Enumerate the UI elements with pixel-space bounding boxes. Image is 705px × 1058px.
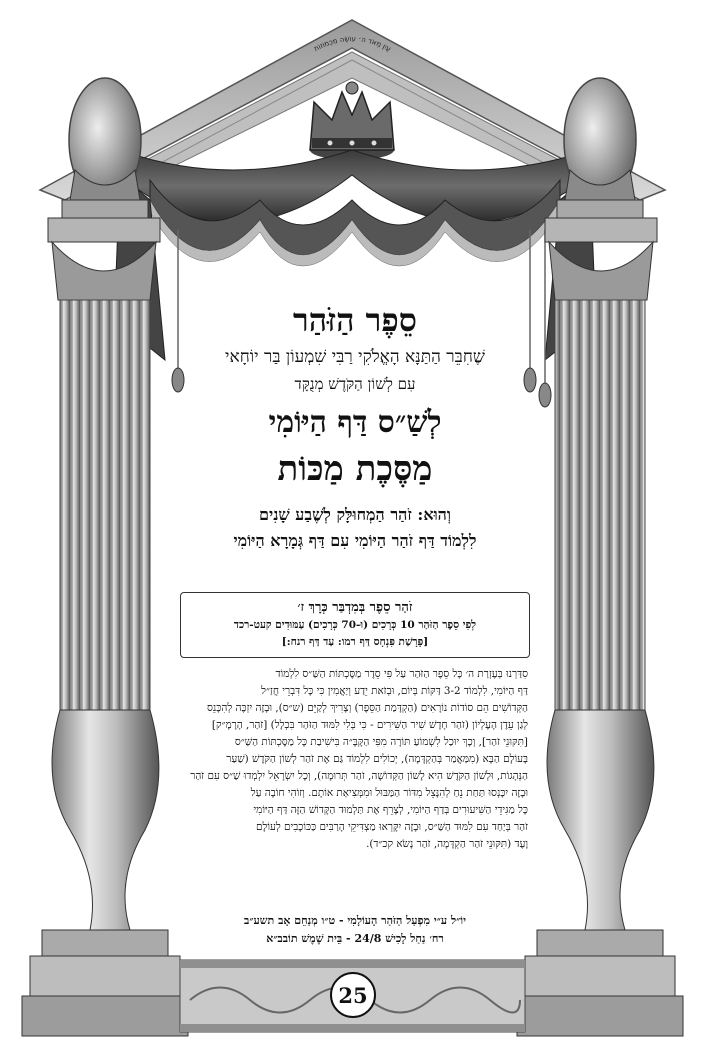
body-line: זֹהַר בְּיַחַד עִם לִמּוּד הַשַּׁ״ס, וּבָזֶה יִקָּרְאוּ מַצְדִּיקֵי הָרַבִּים כַּכּוֹכָבִים לְעוֹלָם <box>255 821 528 833</box>
body-line: לְגַן עֵדֶן הָעֶלְיוֹן (זֹהַר חָדָשׁ שִׁיר הַשִּׁירִים - כִּי בְּלִי לִמּוּד הַזֹּהַר בִּכְלָל) [זֹהַר, הָרָמָ״ק] <box>211 719 528 731</box>
body-line: כָּל מַגִּידֵי הַשִּׁיעוּרִים בְּדַף הַיּוֹמִי, לְצָרֵף אֶת תַּלְמוּד הַקָּדוֹשׁ הַזֶּה דַּף הַיּוֹמִי <box>253 804 528 816</box>
author-line: שֶׁחִבֵּר הַתַּנָּא הָאֱלֹקִי רַבִּי שִׁמְעוֹן בַּר יוֹחָאי <box>225 347 485 367</box>
pages-line: לְפִי סֵפֶר הַזֹּהַר 10 כְּרָכִים (וּ-70 כְּרָכִים) עַמּוּדִים קעט-רכד <box>233 619 477 631</box>
body-line: דַּף הַיּוֹמִי, לִלְמוֹד 3-2 דַּקּוֹת בְּיוֹם, וּבְזֹאת יֵדַע וְיַאֲמִין כִּי כָּל דִּבְרֵי חֲזַ״ל <box>261 685 528 697</box>
page-number: 25 <box>330 972 376 1018</box>
volume-info-box <box>180 592 530 658</box>
arc-text: עַיִן מְאֹד ה׳ עוֹשֶׂה מִכְמוֹזוֹת <box>312 34 393 54</box>
language-line: עִם לְשׁוֹן הַקֹּדֶשׁ מְנֻקָּד <box>294 375 416 393</box>
body-line: בָּעוֹלָם הַבָּא (מִמַּאֲמַר בְּהַקְדָּמָה), יְכוֹלִים לִלְמוֹד גַּם אֶת זֹהַר לְשׁוֹן הַקֹּדֶשׁ (שַׁעַר <box>226 753 528 765</box>
right-finial <box>557 78 643 218</box>
crown-icon <box>310 82 394 160</box>
volume-line: זֹהַר סֵפֶר בְּמִדְבַּר כְּרָךְ ז׳ <box>297 600 413 615</box>
description-line-1: וְהוּא: זֹהַר הַמְחוּלָּק לְשֶׁבַע שָׁנִים <box>259 505 451 524</box>
book-title: סֵפֶר הַזֹּהַר <box>293 301 417 339</box>
body-line: הַנְּהָגוֹת, וּלְשׁוֹן הַקֹּדֶשׁ הִיא לָשׁוֹן הַקְּדוֹשָׁה, זֹהַר תְּרוּמָה), וְכָל יִשְׂרָאֵל יִלְמְדוּ שַׁ״ס עִם זֹהַר <box>190 770 528 782</box>
left-finial <box>62 78 148 218</box>
body-line: [תִּקּוּנֵי זֹהַר], וְכָךְ יוּכַל לִשְׁמוֹעַ תּוֹרָה מִפִּי הַקָּבָּ״ה בִּישִׁיבַת כָּל מַסֶּכְתּוֹת הַשַּׁ״ס <box>234 736 528 748</box>
shas-title: לְשַׁ״ס דַּף הַיּוֹמִי <box>268 405 442 440</box>
publisher-address: רח׳ נַחַל לָכִישׁ 24/8 - בֵּית שֶׁמֶשׁ תוֹבב״א <box>266 932 444 945</box>
intro-paragraph <box>180 666 528 853</box>
body-line: וּבָזֶה יִכָּנְסוּ תַּחַת נֵחַ לְהִנָּצֵל מִדּוֹר הַמַּבּוּל וּמִמְּצִיאַת אוֹתָם. וְזוֹהִי חוֹבָה עַל <box>250 787 528 799</box>
description-line-2: לִלְמוֹד דַּף זֹהַר הַיּוֹמִי עִם דַּף גְּמָרָא הַיּוֹמִי <box>233 531 477 550</box>
parsha-range-line: [פָּרָשַׁת פִּנְחָס דַּף רמו: עַד דַּף רנח:] <box>281 636 429 648</box>
body-line: וָעֶד (תִּקּוּנֵי זֹהַר הַקְדָּמָה, זֹהַר נָשֹׂא קכ״ד). <box>366 838 528 850</box>
tractate-title: מַסֶּכֶת מַכּוֹת <box>277 449 433 489</box>
publisher-credit: יוֹ״ל ע״י מִפְעַל הַזֹּהַר הָעוֹלָמִי - ט״ו מְנַחֵם אָב תשע״ב <box>244 914 466 927</box>
body-line: הַקְּדוֹשִׁים הֵם סוֹדוֹת נוֹרָאִים (הַקְדָּמַת הַסֵּפֶר) וְצָרִיךְ לְקַיֵּם (ש״ס), וּבָזֶה יִזְכֶּה לְהִכָּנֵס <box>207 702 528 714</box>
title-block <box>160 300 550 552</box>
body-line: סִדַּרְנוּ בְּעֶזְרַת ה׳ כָּל סֵפֶר הַזֹּהַר עַל פִּי סֵדֶר מַסֶּכְתּוֹת הַשַּׁ״ס לִלְמוֹד <box>275 668 528 680</box>
